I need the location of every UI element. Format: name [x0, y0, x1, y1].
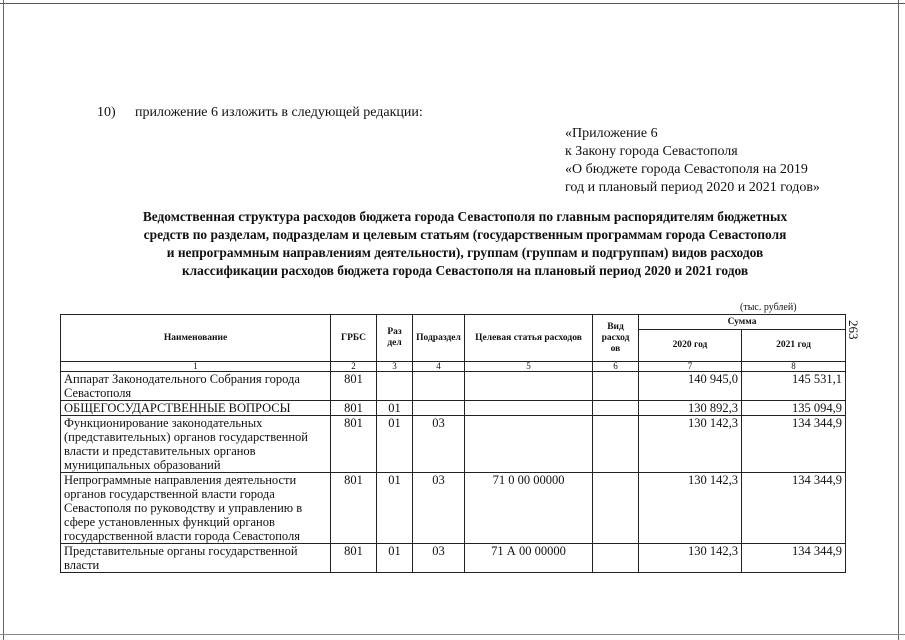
row-name: Непрограммные направления деятельности органов государственной власти города Севастополя по руководству и управлению в сфере установленных функций органов государственной власти города Севастополя [61, 473, 331, 544]
page-border-left [3, 0, 4, 640]
table-row [61, 372, 846, 401]
table-row [61, 544, 846, 573]
page-border-right [898, 0, 899, 640]
header-name: Наименование [61, 315, 331, 362]
row-podrazdel: 03 [413, 544, 465, 573]
row-celevaya: 71 А 00 00000 [465, 544, 593, 573]
header-podrazdel: Подраздел [413, 315, 465, 362]
page-number: 263 [846, 320, 861, 340]
row-grbs: 801 [331, 544, 377, 573]
table-row [61, 473, 846, 544]
header-grbs: ГРБС [331, 315, 377, 362]
row-celevaya [465, 401, 593, 416]
row-razdel [377, 372, 413, 401]
row-podrazdel: 03 [413, 416, 465, 473]
row-grbs: 801 [331, 416, 377, 473]
row-vid [593, 544, 639, 573]
column-index: 4 [413, 362, 465, 372]
row-grbs: 801 [331, 372, 377, 401]
table-row [61, 401, 846, 416]
units-label: (тыс. рублей) [740, 302, 797, 313]
row-celevaya [465, 372, 593, 401]
row-2020: 130 142,3 [639, 544, 742, 573]
row-2021: 134 344,9 [742, 544, 846, 573]
appendix-line: к Закону города Севастополя [565, 144, 738, 159]
row-2021: 145 531,1 [742, 372, 846, 401]
row-razdel: 01 [377, 544, 413, 573]
row-razdel: 01 [377, 416, 413, 473]
header-row [61, 315, 846, 330]
row-2021: 134 344,9 [742, 416, 846, 473]
page-border-bottom [0, 634, 905, 635]
row-razdel: 01 [377, 401, 413, 416]
row-vid [593, 473, 639, 544]
row-name: Аппарат Законодательного Собрания города Севастополя [61, 372, 331, 401]
column-index-row [61, 362, 846, 372]
row-name: Функционирование законодательных (представительных) органов государственной власти и представительных органов муниципальных образований [61, 416, 331, 473]
row-podrazdel [413, 401, 465, 416]
column-index: 8 [742, 362, 846, 372]
row-2021: 135 094,9 [742, 401, 846, 416]
row-2020: 140 945,0 [639, 372, 742, 401]
row-celevaya [465, 416, 593, 473]
row-podrazdel: 03 [413, 473, 465, 544]
header-2020: 2020 год [639, 330, 742, 362]
row-vid [593, 416, 639, 473]
document-title [70, 208, 860, 280]
appendix-line: год и плановый период 2020 и 2021 годов» [565, 180, 820, 195]
row-vid [593, 372, 639, 401]
row-grbs: 801 [331, 473, 377, 544]
title-line: и непрограммным направлениям деятельности), группам (группам и подгруппам) видов расходов [166, 245, 764, 260]
column-index: 2 [331, 362, 377, 372]
column-index: 7 [639, 362, 742, 372]
appendix-line: «Приложение 6 [565, 126, 658, 141]
header-celevaya: Целевая статья расходов [465, 315, 593, 362]
column-index: 3 [377, 362, 413, 372]
table-row [61, 416, 846, 473]
item-number: 10) [97, 105, 116, 120]
header-vid: Вид расход ов [593, 315, 639, 362]
row-2020: 130 892,3 [639, 401, 742, 416]
column-index: 1 [61, 362, 331, 372]
row-name: Представительные органы государственной власти [61, 544, 331, 573]
column-index: 6 [593, 362, 639, 372]
title-line: Ведомственная структура расходов бюджета города Севастополя по главным распорядителям бюджетных [142, 209, 788, 224]
row-name: ОБЩЕГОСУДАРСТВЕННЫЕ ВОПРОСЫ [61, 401, 331, 416]
header-summa: Сумма [639, 315, 846, 330]
amendment-item [97, 105, 423, 121]
item-text: приложение 6 изложить в следующей редакции: [135, 105, 423, 120]
row-vid [593, 401, 639, 416]
appendix-reference [565, 125, 820, 197]
row-2021: 134 344,9 [742, 473, 846, 544]
header-razdel: Раз дел [377, 315, 413, 362]
row-celevaya: 71 0 00 00000 [465, 473, 593, 544]
row-podrazdel [413, 372, 465, 401]
page-border-top [0, 3, 905, 4]
row-2020: 130 142,3 [639, 416, 742, 473]
header-2021: 2021 год [742, 330, 846, 362]
row-grbs: 801 [331, 401, 377, 416]
row-razdel: 01 [377, 473, 413, 544]
title-line: средств по разделам, подразделам и целевым статьям (государственным программам города Севастополя [143, 227, 787, 242]
title-line: классификации расходов бюджета города Севастополя на плановый период 2020 и 2021 годов [181, 263, 749, 278]
column-index: 5 [465, 362, 593, 372]
row-2020: 130 142,3 [639, 473, 742, 544]
budget-table [60, 314, 846, 573]
appendix-line: «О бюджете города Севастополя на 2019 [565, 162, 808, 177]
